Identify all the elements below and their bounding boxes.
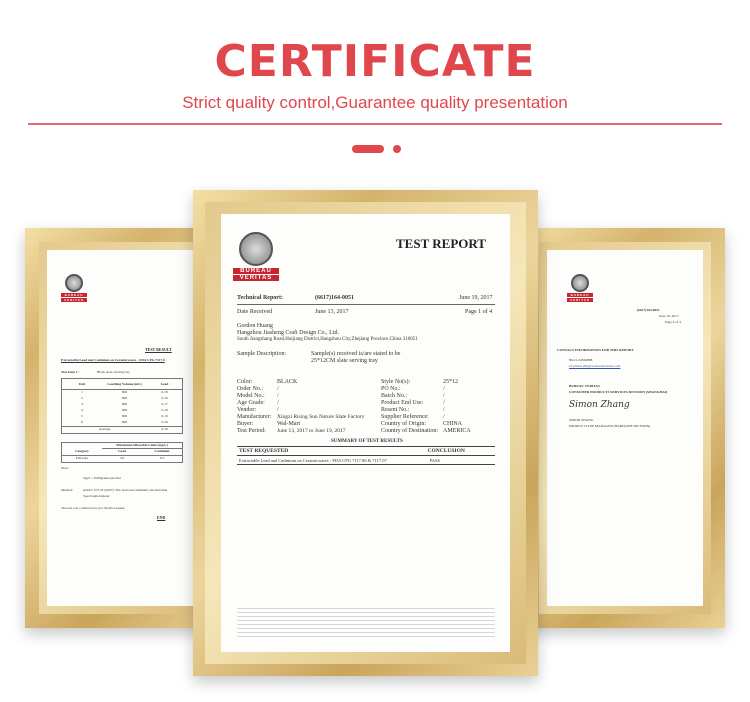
- right-certificate-frame: [525, 228, 725, 628]
- table-row: 2 800 0.19: [81, 396, 168, 400]
- table-row: 1 800 0.18: [81, 390, 168, 394]
- table-row: Flatware 3.0 0.5: [75, 456, 165, 460]
- header-rule: [237, 304, 495, 305]
- decorative-dot: [393, 145, 401, 153]
- bureau-veritas-logo: BUREAU VERITAS: [567, 274, 593, 302]
- table-row: Extractable Lead and Cadmium on Ceramicwares - FDA CPG 7117.06 & 7117.07 PASS: [239, 457, 440, 463]
- fine-print: [237, 608, 495, 638]
- table-row: Average 0.18: [62, 426, 182, 433]
- seal-icon: [239, 232, 273, 266]
- table-row: 6 800 0.18: [81, 420, 168, 424]
- signature: Simon Zhang: [569, 400, 630, 410]
- leaching-table: Unit Leaching Volume (mL) Lead 1 800 0.18 2 800 0.19 3 800 0.17 4 800 0.18 5 800 0.19 6 800 0.18 Average 0.18: [61, 378, 183, 434]
- summary-table: TEST REQUESTED CONCLUSION Extractable Lead and Cadmium on Ceramicwares - FDA CPG 7117.06 & 7117.07 PASS: [237, 446, 495, 465]
- bureau-veritas-logo: BUREAU VERITAS: [233, 232, 279, 281]
- table-row: 5 800 0.19: [81, 414, 168, 418]
- table-row: 3 800 0.17: [81, 402, 168, 406]
- bureau-veritas-logo: BUREAU VERITAS: [61, 274, 87, 302]
- table-row: 4 800 0.18: [81, 408, 168, 412]
- seal-icon: [571, 274, 589, 292]
- seal-icon: [65, 274, 83, 292]
- right-certificate-paper: BUREAU VERITAS (6617)164-0051 June 19, 2017 Page 4 of 4 CONTACT INFORMATION FOR THIS REPORT 86-21-24564888 bv.philou.zhi@cn.bureauveritas.com BUREAU VERITAS CONSUMER PRODUCTS SERVICES DIVISION (SHANGHAI) Simon Zhang SIMON ZHANG PRODUCT LINE MANAGER (HARDLINE DIVISION): [547, 250, 703, 606]
- decorative-dash: [352, 145, 384, 153]
- test-report-paper: BUREAU VERITAS TEST REPORT Technical Report: (6617)164-0051 June 19, 2017 Date Received June 13, 2017 Page 1 of 4 Gordon Huang Hangzhou Jiasheng Craft Design Co., Ltd. South Jiangshang Road,Huijiang District,Hangzhou City,Zhejiang Province,China 310051 Sample Description: Sample(s) received is/are stated to be 25*12CM slate serving tray Color: Order No.: Model No.: Age Grade: Vendor: Manufacturer: Buyer: Test Period: BLACK / / / / Xingzi Rising Sun Nature Slate Factory Wal-Mart June 13, 2017 to June 19, 2017 Style No(s): PO No.: Batch No.: Product End Use: Resent No.: Supplier Reference: Country of Origin: Country of Destination: 25*12 / / / / / CHINA AMERICA SUMMARY OF TEST RESULTS TEST REQUESTED CONCLUSION Extractable Lead and Cadmium on Ceramicwares - FDA CPG 7117.06 & 7117.07 PASS: [221, 214, 510, 652]
- limit-table: Maximum Allowable Limit (mg/L) Category Lead Cadmium Flatware 3.0 0.5: [61, 442, 183, 463]
- summary-title: SUMMARY OF TEST RESULTS: [331, 439, 403, 444]
- header-divider: [28, 123, 722, 125]
- page-subtitle: Strict quality control,Guarantee quality presentation: [182, 93, 568, 112]
- report-title: TEST REPORT: [396, 236, 486, 251]
- center-certificate-frame: [193, 190, 538, 676]
- page-title: CERTIFICATE: [214, 36, 536, 87]
- left-certificate-paper: BUREAU VERITAS TEST RESULT Extractable Lead and Cadmium on Ceramicwares - FDA CPG 7117.0 Test Item 1: Black slate serving tray Unit Leaching Volume (mL) Lead 1 800 0.18 2 800 0.19 3 800 0.17 4 800 0.18 5 800 0.19 6 800 0.18 Average 0.18 Maximum Allowable Limit (mg/L) Category Lead Cadmium Flatware 3.0 0.5 Note: mg/L = milligrams per liter Method: AOAC 973.32 (2007): The lead and cadmium concentration Spectrophotometer The test was conducted as per client's request. END: [47, 250, 203, 606]
